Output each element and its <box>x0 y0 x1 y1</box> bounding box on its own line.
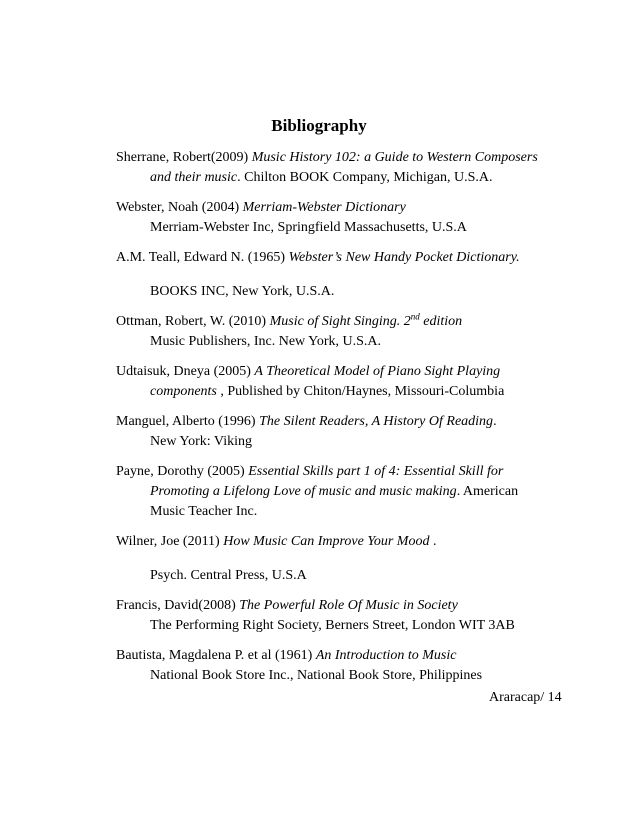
entry-publisher: New York: Viking <box>150 434 252 449</box>
entry-title: The Powerful Role Of Music in Society <box>239 598 458 613</box>
entry-author: Manguel, Alberto (1996) <box>116 414 260 429</box>
bibliography-entry <box>116 198 576 238</box>
entry-publisher: Psych. Central Press, U.S.A <box>150 568 307 583</box>
entry-title: How Music Can Improve Your Mood <box>223 534 430 549</box>
entry-publisher: Merriam-Webster Inc, Springfield Massachusetts, U.S.A <box>150 220 467 235</box>
entry-publisher: Music Publishers, Inc. New York, U.S.A. <box>150 334 382 349</box>
entry-line <box>116 148 576 168</box>
entry-line <box>116 382 576 402</box>
entry-title: Merriam-Webster Dictionary <box>242 200 406 215</box>
bibliography-entry <box>116 532 576 586</box>
entry-publisher: The Performing Right Society, Berners Street, London WIT 3AB <box>150 618 515 633</box>
entry-line <box>116 362 576 382</box>
entry-line <box>116 168 576 188</box>
entry-author: Payne, Dorothy (2005) <box>116 464 249 479</box>
entry-line <box>116 462 576 482</box>
entry-line <box>116 312 576 332</box>
entry-author: Wilner, Joe (2011) <box>116 534 224 549</box>
page-footer: Araracap/ 14 <box>489 690 562 705</box>
entry-title: Webster’s New Handy Pocket Dictionary. <box>288 250 520 265</box>
entry-author: Sherrane, Robert(2009) <box>116 150 252 165</box>
entry-line <box>116 646 576 666</box>
bibliography-entry <box>116 462 576 522</box>
bibliography-entry <box>116 646 576 686</box>
entry-line: Wilner, Joe (2011) How Music Can Improve Your Mood . <box>116 534 437 549</box>
entry-title: Essential Skills part 1 of 4: Essential Skill for <box>248 464 504 479</box>
entry-line <box>116 482 576 502</box>
bibliography-entry <box>116 248 576 302</box>
entry-line <box>116 198 576 218</box>
entry-publisher: . American <box>456 484 519 499</box>
entry-author: Ottman, Robert, W. (2010) <box>116 314 270 329</box>
entry-title: An Introduction to Music <box>315 648 457 663</box>
entry-title: components <box>150 384 221 399</box>
entry-title: Music of Sight Singing. 2nd edition <box>269 311 463 329</box>
entry-author: A.M. Teall, Edward N. (1965) <box>116 250 289 265</box>
bibliography-entry <box>116 412 576 452</box>
bibliography-entry <box>116 596 576 636</box>
bibliography-entry <box>116 148 576 188</box>
entry-line: Manguel, Alberto (1996) The Silent Readers, A History Of Reading. <box>116 414 497 429</box>
entry-title: and their music <box>150 170 238 185</box>
entry-title: The Silent Readers, A History Of Reading <box>259 414 494 429</box>
entry-author: Udtaisuk, Dneya (2005) <box>116 364 255 379</box>
bibliography-entry <box>116 312 576 352</box>
entry-author: Bautista, Magdalena P. et al (1961) <box>116 648 316 663</box>
entry-author: Webster, Noah (2004) <box>116 200 243 215</box>
entry-title: Music History 102: a Guide to Western Composers <box>251 150 538 165</box>
entry-title: Promoting a Lifelong Love of music and music making <box>150 484 457 499</box>
entry-title: A Theoretical Model of Piano Sight Playing <box>254 364 501 379</box>
bibliography-list <box>116 148 576 696</box>
entry-publisher: , Published by Chiton/Haynes, Missouri-Columbia <box>220 384 505 399</box>
ordinal-superscript: nd <box>410 311 420 322</box>
entry-author: Francis, David(2008) <box>116 598 240 613</box>
page-title: Bibliography <box>271 116 367 135</box>
entry-publisher: Music Teacher Inc. <box>150 504 258 519</box>
entry-publisher: BOOKS INC, New York, U.S.A. <box>150 284 335 299</box>
entry-publisher: National Book Store Inc., National Book Store, Philippines <box>150 668 483 683</box>
bibliography-entry <box>116 362 576 402</box>
entry-line <box>116 248 576 268</box>
entry-line <box>116 596 576 616</box>
entry-publisher: . Chilton BOOK Company, Michigan, U.S.A. <box>237 170 493 185</box>
